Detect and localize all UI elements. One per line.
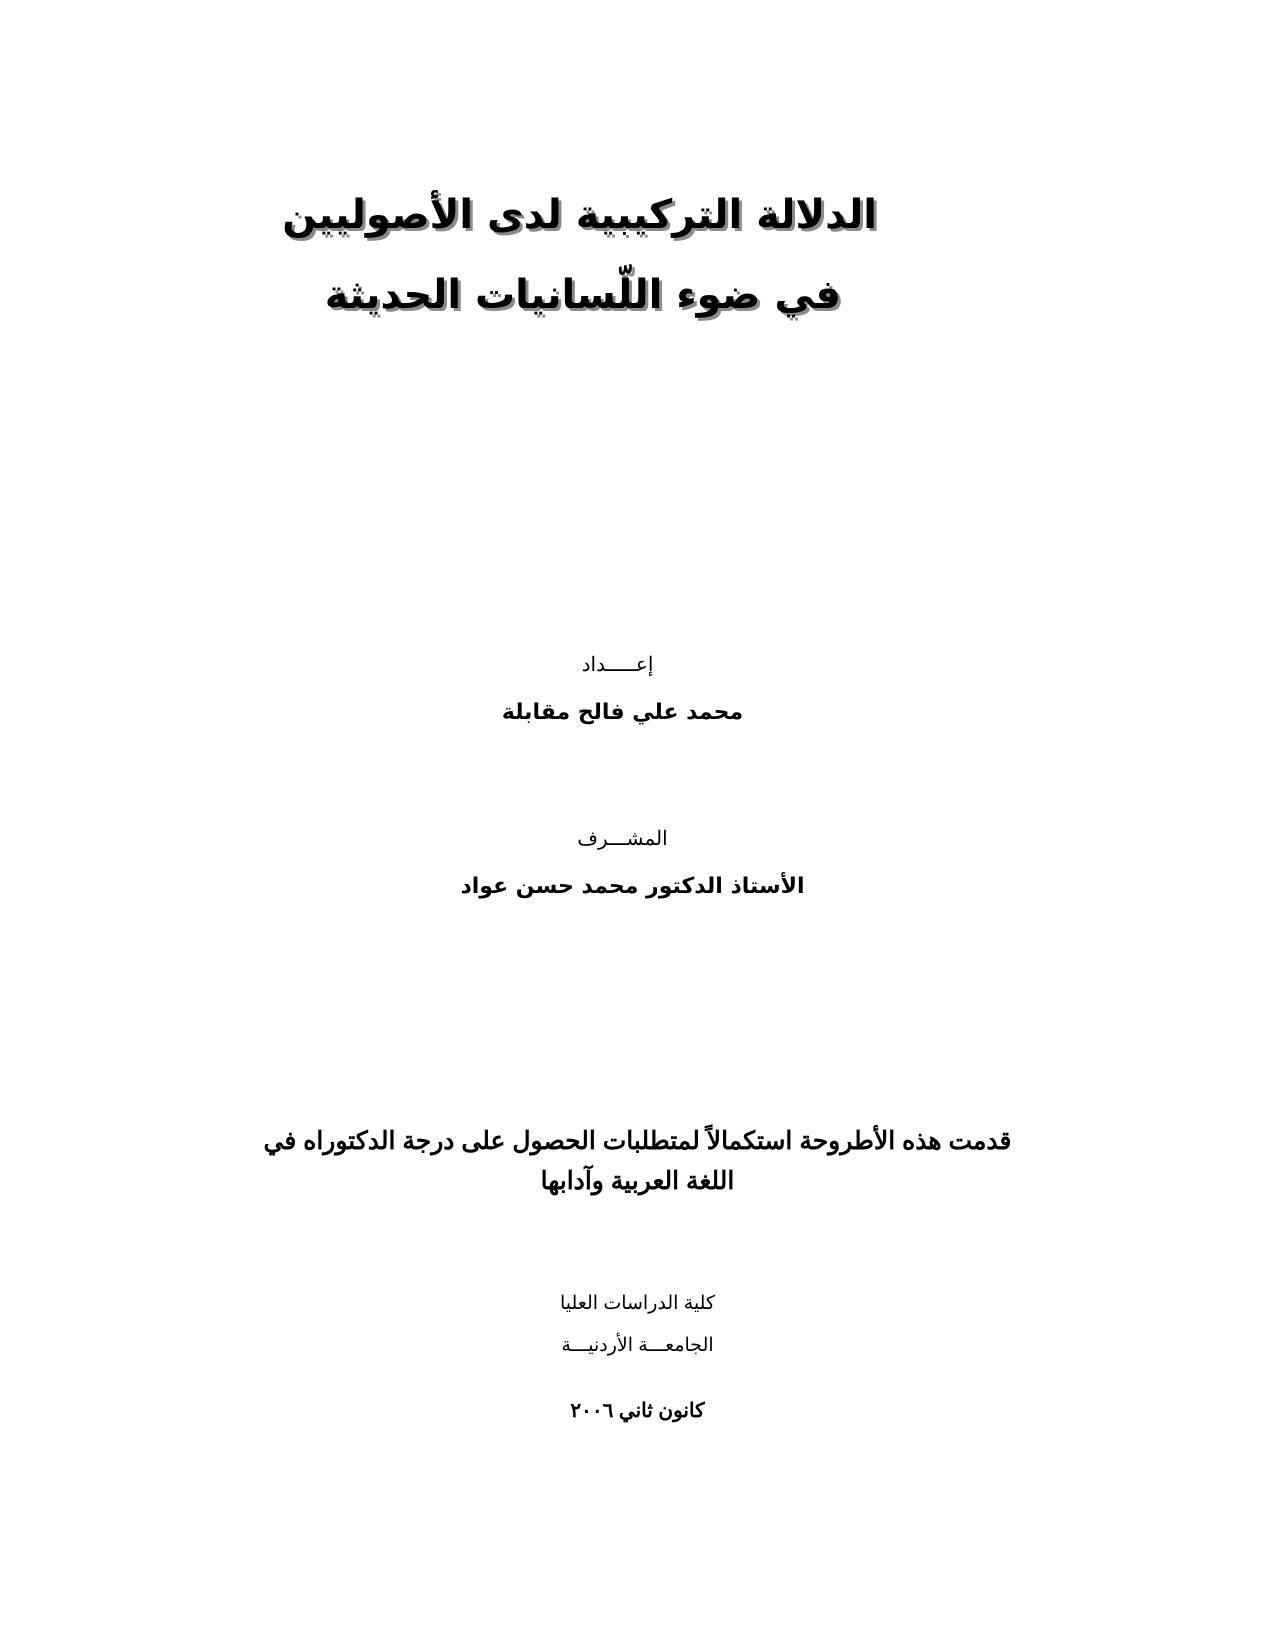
- submission-statement-line-1: قدمت هذه الأطروحة استكمالاً لمتطلبات الحصول على درجة الدكتوراه في: [263, 1127, 1012, 1155]
- submission-date: كانون ثاني ٢٠٠٦: [570, 1400, 705, 1422]
- thesis-title-line-1: الدلالة التركيبية لدى الأصوليين: [282, 192, 877, 238]
- college-name: كلية الدراسات العليا: [560, 1293, 715, 1314]
- author-name: محمد علي فالح مقابلة: [501, 700, 744, 725]
- prepared-by-label: إعـــــداد: [581, 654, 654, 676]
- university-name: الجامعـــة الأردنيـــة: [561, 1335, 714, 1356]
- thesis-title-line-2: في ضوء اللّسانيات الحديثة: [324, 272, 841, 318]
- supervisor-name: الأستاذ الدكتور محمد حسن عواد: [460, 874, 805, 899]
- submission-statement-line-2: اللغة العربية وآدابها: [540, 1167, 735, 1195]
- supervisor-label: المشـــرف: [577, 828, 668, 850]
